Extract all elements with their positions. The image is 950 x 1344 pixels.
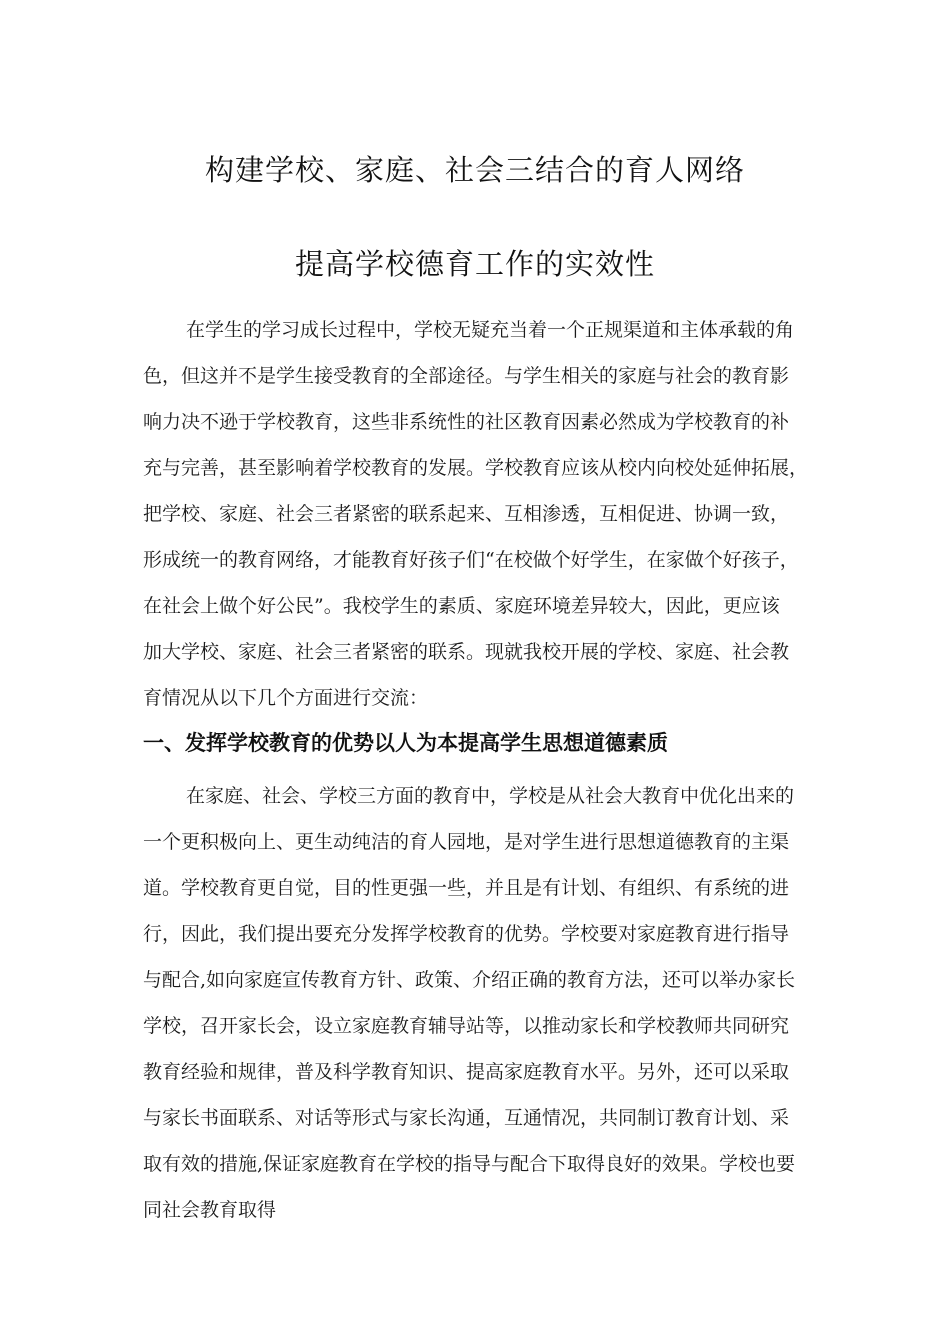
intro-line: 在社会上做个好公民”。我校学生的素质、家庭环境差异较大，因此，更应该 — [143, 595, 780, 617]
section-line: 学校，召开家长会，设立家庭教育辅导站等，以推动家长和学校教师共同研究 — [143, 1015, 790, 1037]
section-line: 与家长书面联系、对话等形式与家长沟通，互通情况，共同制订教育计划、采 — [143, 1107, 790, 1129]
section-line: 一个更积极向上、更生动纯洁的育人园地，是对学生进行思想道德教育的主渠 — [143, 831, 790, 853]
section-line: 道。学校教育更自觉，目的性更强一些，并且是有计划、有组织、有系统的进 — [143, 877, 790, 899]
document-title-line-2: 提高学校德育工作的实效性 — [294, 247, 655, 281]
intro-line: 响力决不逊于学校教育，这些非系统性的社区教育因素必然成为学校教育的补 — [143, 411, 790, 433]
intro-line: 色，但这并不是学生接受教育的全部途径。与学生相关的家庭与社会的教育影 — [143, 365, 790, 387]
intro-line: 充与完善，甚至影响着学校教育的发展。学校教育应该从校内向校处延伸拓展， — [143, 457, 809, 479]
section-line: 在家庭、社会、学校三方面的教育中，学校是从社会大教育中优化出来的 — [186, 785, 795, 807]
section-line: 取有效的措施,保证家庭教育在学校的指导与配合下取得良好的效果。学校也要 — [143, 1153, 796, 1175]
section-line: 行，因此，我们提出要充分发挥学校教育的优势。学校要对家庭教育进行指导 — [143, 923, 790, 945]
intro-line: 育情况从以下几个方面进行交流： — [143, 687, 429, 709]
section-heading: 一、发挥学校教育的优势以人为本提高学生思想道德素质 — [143, 731, 668, 755]
document-title-line-1: 构建学校、家庭、社会三结合的育人网络 — [204, 153, 745, 187]
intro-line: 加大学校、家庭、社会三者紧密的联系。现就我校开展的学校、家庭、社会教 — [143, 641, 790, 663]
intro-line: 形成统一的教育网络，才能教育好孩子们“在校做个好学生，在家做个好孩子， — [143, 549, 799, 571]
section-line: 与配合,如向家庭宣传教育方针、政策、介绍正确的教育方法，还可以举办家长 — [143, 969, 796, 991]
intro-line: 把学校、家庭、社会三者紧密的联系起来、互相渗透，互相促进、协调一致， — [143, 503, 790, 525]
intro-line: 在学生的学习成长过程中，学校无疑充当着一个正规渠道和主体承载的角 — [186, 319, 795, 341]
section-line: 教育经验和规律，普及科学教育知识、提高家庭教育水平。另外，还可以采取 — [143, 1061, 790, 1083]
section-line: 同社会教育取得 — [143, 1199, 277, 1221]
